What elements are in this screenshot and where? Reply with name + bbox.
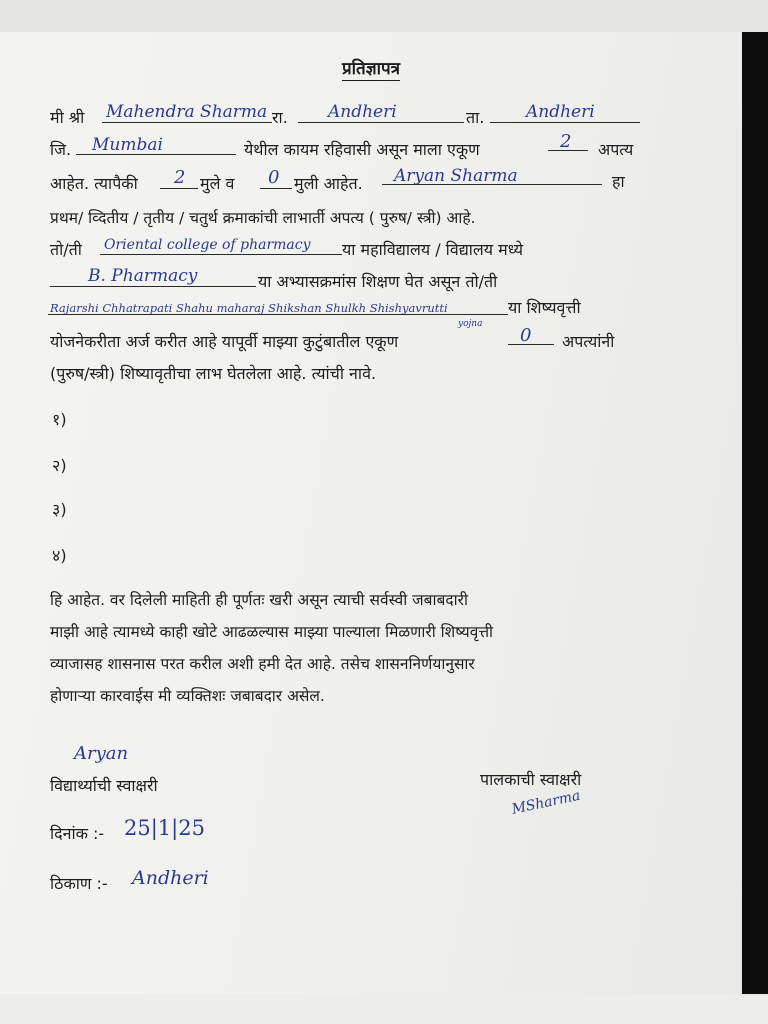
label-boys: मुले व: [200, 174, 235, 193]
label-college-suffix: या महाविद्यालय / विद्यालय मध्ये: [342, 240, 524, 259]
list-item-1: १): [52, 410, 67, 429]
blank-ra: [298, 122, 464, 123]
label-ji: जि.: [50, 140, 72, 159]
parent-signature: MSharma: [510, 787, 582, 818]
hw-ta: Andheri: [526, 102, 595, 122]
blank-prior-children: [508, 344, 554, 345]
photo-background-top: [0, 0, 768, 32]
blank-name: [102, 122, 272, 123]
hw-scheme: Rajarshi Chhatrapati Shahu maharaj Shikshan Shulkh Shishyavrutti: [50, 301, 448, 315]
blank-total-children: [548, 150, 588, 151]
label-application: योजनेकरीता अर्ज करीत आहे यापूर्वी माझ्या कुटुंबातील एकूण: [50, 332, 399, 351]
label-scheme-suffix: या शिष्यवृत्ती: [508, 298, 581, 317]
place-label: ठिकाण :-: [50, 874, 108, 893]
list-item-4: ४): [52, 546, 67, 565]
label-girls: मुली आहेत.: [294, 174, 363, 193]
declaration-line-2: माझी आहे त्यामध्ये काही खोटे आढळल्यास माझ्या पाल्याला मिळणारी शिष्यवृत्ती: [50, 623, 494, 641]
blank-boys: [160, 188, 198, 189]
blank-course: [50, 286, 256, 287]
parent-signature-label: पालकाची स्वाक्षरी: [480, 770, 582, 789]
hw-date: 25|1|25: [124, 816, 205, 840]
label-mi-shri: मी श्री: [50, 108, 85, 127]
hw-prior-children: 0: [520, 325, 532, 346]
label-ra: रा.: [272, 108, 288, 127]
hw-total-children: 2: [560, 131, 572, 152]
hw-girls: 0: [268, 167, 280, 188]
label-birth-order: प्रथम/ व्दितीय / तृतीय / चतुर्थ क्रमाकांची लाभार्ती अपत्य ( पुरुष/ स्त्री) आहे.: [50, 209, 476, 227]
list-item-3: ३): [52, 500, 67, 519]
photo-background-bottom: [0, 994, 768, 1024]
blank-ta: [490, 122, 640, 123]
blank-girls: [260, 188, 292, 189]
blank-ji: [76, 154, 236, 155]
hw-child-name: Aryan Sharma: [394, 166, 518, 186]
label-course-suffix: या अभ्यासक्रमांस शिक्षण घेत असून तो/ती: [258, 272, 498, 291]
hw-ji: Mumbai: [92, 135, 163, 155]
label-apatyanni: अपत्यांनी: [562, 332, 615, 351]
declaration-line-3: व्याजासह शासनास परत करील अशी हमी देत आहे. तसेच शासननिर्णयानुसार: [50, 655, 475, 673]
hw-name: Mahendra Sharma: [106, 102, 268, 122]
hw-ra: Andheri: [328, 102, 397, 122]
date-label: दिनांक :-: [50, 824, 105, 843]
label-tyapaiki: आहेत. त्यापैकी: [50, 174, 138, 193]
blank-scheme: [48, 314, 508, 315]
label-benefit: (पुरुष/स्त्री) शिष्यावृतीचा लाभ घेतलेला आहे. त्यांची नावे.: [50, 364, 377, 383]
blank-college: [100, 254, 342, 255]
declaration-line-4: होणाऱ्या कारवाईस मी व्यक्तिशः जबाबदार असेल.: [50, 687, 325, 705]
student-signature-label: विद्यार्थ्याची स्वाक्षरी: [50, 776, 158, 795]
label-ha: हा: [612, 172, 625, 191]
hw-course: B. Pharmacy: [88, 266, 198, 286]
label-to-ti: तो/ती: [50, 240, 82, 259]
label-ta: ता.: [466, 108, 485, 127]
document-title: प्रतिज्ञापत्र: [341, 59, 401, 79]
hw-college: Oriental college of pharmacy: [104, 237, 311, 253]
label-resident: येथील कायम रहिवासी असून माला एकूण: [244, 140, 480, 159]
declaration-line-1: हि आहेत. वर दिलेली माहिती ही पूर्णतः खरी असून त्याची सर्वस्वी जबाबदारी: [50, 591, 468, 609]
hw-boys: 2: [174, 167, 186, 188]
list-item-2: २): [52, 456, 67, 475]
hw-place: Andheri: [132, 867, 209, 889]
blank-child-name: [382, 184, 602, 185]
photo-background-edge: [742, 32, 768, 994]
student-signature: Aryan: [74, 743, 129, 764]
label-apatya: अपत्य: [598, 140, 634, 159]
hw-scheme-extra: yojna: [458, 319, 483, 329]
